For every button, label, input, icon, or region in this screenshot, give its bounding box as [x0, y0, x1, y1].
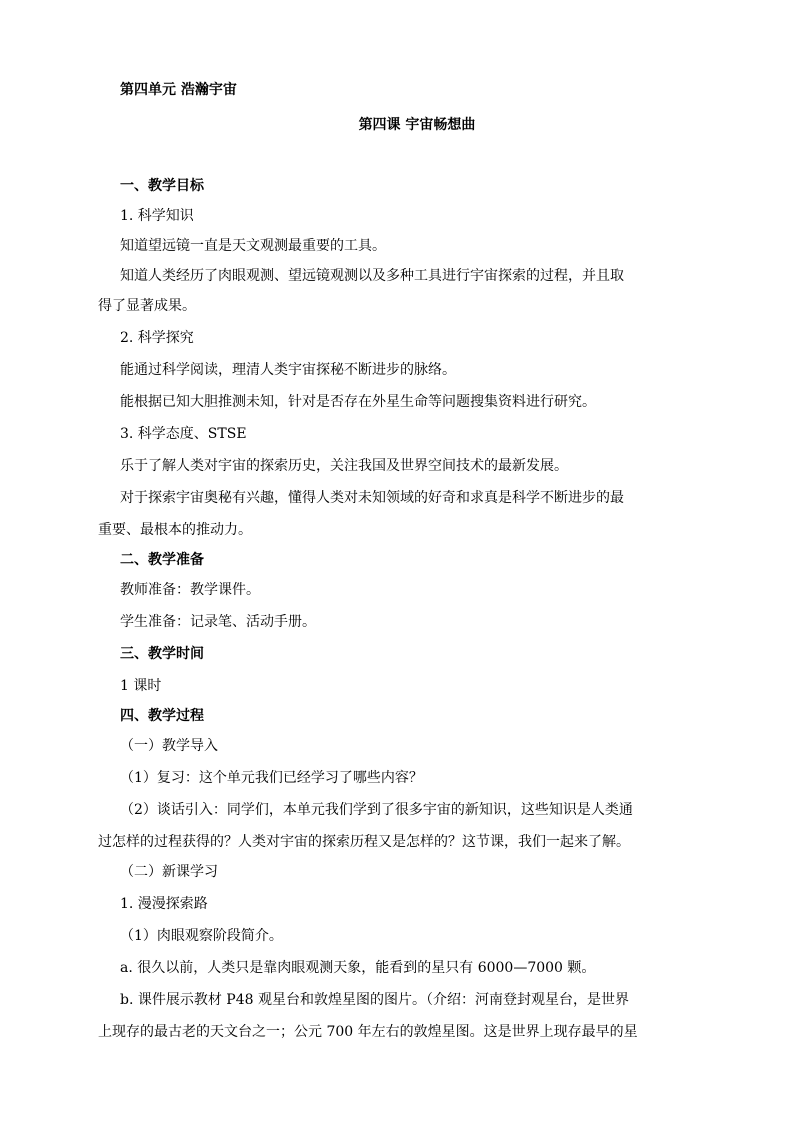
paragraph-line: 过怎样的过程获得的？人类对宇宙的探索历程又是怎样的？这节课，我们一起来了解。 — [98, 834, 630, 850]
paragraph-line: 能根据已知大胆推测未知，针对是否存在外星生命等问题搜集资料进行研究。 — [120, 394, 596, 410]
paragraph-line: （2）谈话引入：同学们，本单元我们学到了很多宇宙的新知识，这些知识是人类通 — [120, 802, 633, 818]
unit-title: 第四单元 浩瀚宇宙 — [120, 82, 237, 98]
paragraph-line: 知道望远镜一直是天文观测最重要的工具。 — [120, 238, 386, 254]
section-heading: 二、教学准备 — [120, 552, 204, 568]
paragraph-line: （1）肉眼观察阶段简介。 — [120, 928, 283, 944]
paragraph-line: a. 很久以前，人类只是靠肉眼观测天象，能看到的星只有 6000—7000 颗。 — [120, 960, 596, 976]
lesson-title: 第四课 宇宙畅想曲 — [358, 117, 476, 133]
paragraph-line: 能通过科学阅读，理清人类宇宙探秘不断进步的脉络。 — [120, 362, 456, 378]
paragraph-line: 重要、最根本的推动力。 — [98, 522, 252, 538]
paragraph-line: 教师准备：教学课件。 — [120, 582, 260, 598]
section-heading: 一、教学目标 — [120, 178, 204, 194]
paragraph-line: （二）新课学习 — [120, 864, 218, 880]
paragraph-line: （1）复习：这个单元我们已经学习了哪些内容？ — [120, 770, 423, 786]
paragraph-line: 学生准备：记录笔、活动手册。 — [120, 614, 316, 630]
paragraph-line: 对于探索宇宙奥秘有兴趣，懂得人类对未知领域的好奇和求真是科学不断进步的最 — [120, 490, 624, 506]
paragraph-line: 乐于了解人类对宇宙的探索历史，关注我国及世界空间技术的最新发展。 — [120, 458, 568, 474]
subsection-heading: 3. 科学态度、STSE — [120, 426, 247, 442]
paragraph-line: 1 课时 — [120, 678, 162, 694]
subsection-heading: 2. 科学探究 — [120, 330, 194, 346]
paragraph-line: 得了显著成果。 — [98, 298, 196, 314]
paragraph-line: （一）教学导入 — [120, 738, 218, 754]
paragraph-line: 上现存的最古老的天文台之一；公元 700 年左右的敦煌星图。这是世界上现存最早的星 — [98, 1024, 638, 1040]
subsection-heading: 1. 科学知识 — [120, 208, 194, 224]
section-heading: 三、教学时间 — [120, 646, 204, 662]
paragraph-line: 1. 漫漫探索路 — [120, 896, 208, 912]
section-heading: 四、教学过程 — [120, 708, 204, 724]
paragraph-line: 知道人类经历了肉眼观测、望远镜观测以及多种工具进行宇宙探索的过程，并且取 — [120, 268, 624, 284]
paragraph-line: b. 课件展示教材 P48 观星台和敦煌星图的图片。（介绍：河南登封观星台，是世界 — [120, 992, 629, 1008]
